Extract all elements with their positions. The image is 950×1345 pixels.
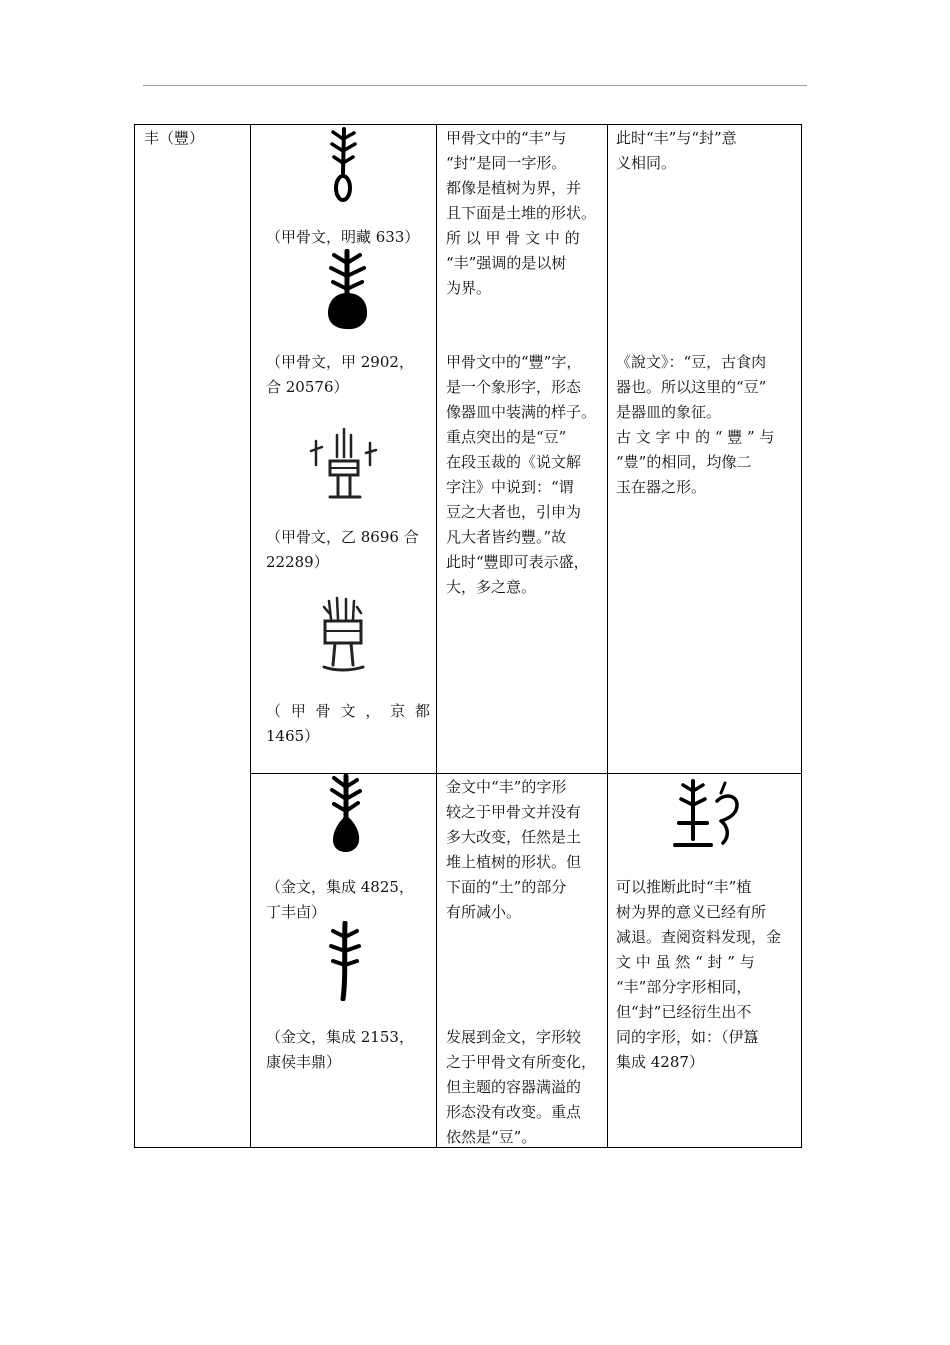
oracle-feng-filled-glyph — [323, 249, 371, 331]
glyph-caption: （金文，集成 2153， 康侯丰鼎） — [266, 1028, 414, 1071]
bronze-feng-note: 可以推断此时“丰”植 树为界的意义已经有所 减退。查阅资料发现，金 文 中 虽 然 “ 封 ” 与 “丰”部分字形相同， 但“封”已经衍生出不 同的字形，如：（伊簋 集成 4287） — [616, 878, 782, 1071]
column-divider — [250, 125, 251, 1147]
header-rule — [143, 85, 807, 86]
oracle-feng-description: 甲骨文中的“丰”与 “封”是同一字形。 都像是植树为界，并 且下面是土堆的形状。 所 以 甲 骨 文 中 的 “丰”强调的是以树 为界。 — [446, 129, 597, 297]
oracle-feng-glyph — [323, 127, 363, 205]
oracle-li-glyph — [308, 425, 380, 503]
glyph-caption: （甲骨文，甲 2902， 合 20576） — [266, 353, 414, 396]
bronze-feng-alt-glyph — [325, 921, 365, 1001]
oracle-li-note: 《說文》：“豆，古食肉 器也。所以这里的“豆” 是器皿的象征。 古 文 字 中 的 “ 豐 ” 与 “豊”的相同，均像二 玉在器之形。 — [616, 353, 775, 496]
oracle-feng-note: 此时“丰”与“封”意 义相同。 — [616, 129, 737, 172]
bronze-feng-description: 金文中“丰”的字形 较之于甲骨文并没有 多大改变，任然是土 堆上植树的形状。但 下面的“土”的部分 有所减小。 — [446, 778, 582, 921]
bronze-li-description: 发展到金文，字形较 之于甲骨文有所变化， 但主题的容器满溢的 形态没有改变。重点 依然是“豆”。 — [446, 1028, 597, 1146]
glyph-caption: （ 甲 骨 文 ， 京 都 1465） — [266, 702, 430, 745]
column-divider — [436, 125, 437, 1147]
glyph-caption: （金文，集成 4825， 丁丰卣） — [266, 878, 414, 921]
etymology-table — [134, 124, 802, 1148]
oracle-li-alt-glyph — [315, 595, 371, 679]
bronze-feng-fortify-glyph — [671, 775, 745, 853]
glyph-caption: （甲骨文，乙 8696 合 22289） — [266, 528, 419, 571]
oracle-li-description: 甲骨文中的“豐”字， 是一个象形字，形态 像器皿中装满的样子。 重点突出的是“豆” 在段玉裁的《说文解 字注》中说到：“谓 豆之大者也，引申为 凡大者皆约豐。”故 此时“豐即可表示盛， 大，多之意。 — [446, 353, 597, 596]
character-heading: 丰（豐） — [144, 129, 205, 147]
glyph-caption: （甲骨文，明藏 633） — [266, 228, 420, 246]
bronze-feng-glyph — [323, 773, 369, 853]
column-divider — [607, 125, 608, 1147]
